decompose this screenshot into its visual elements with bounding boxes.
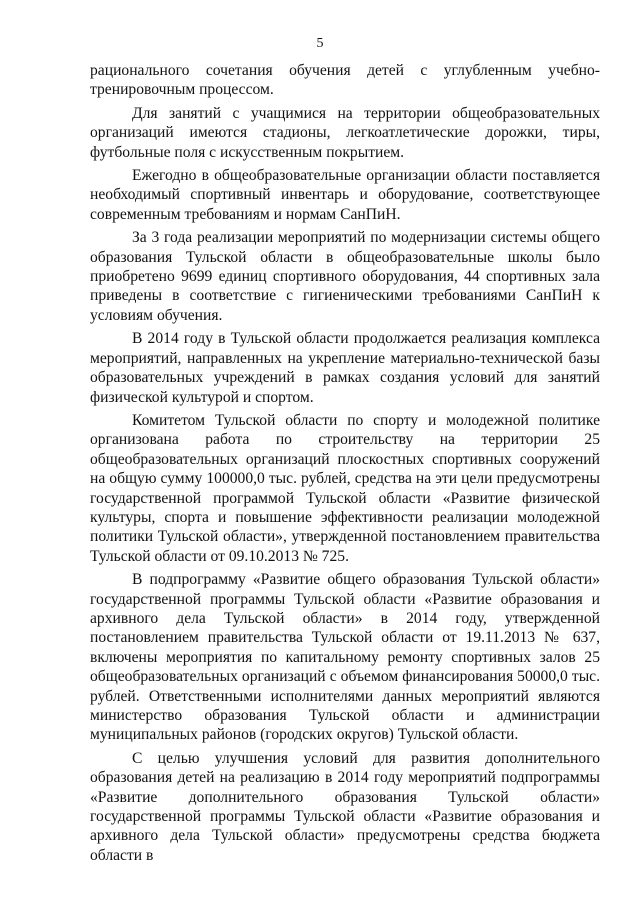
paragraph: Для занятий с учащимися на территории общеобразовательных организаций имеются стадионы, легкоатлетические дорожки, тиры, футбольные поля с искусственным покрытием. (90, 104, 600, 161)
document-body (90, 61, 600, 869)
paragraph: рационального сочетания обучения детей с углубленным учебно-тренировочным процессом. (90, 62, 600, 99)
paragraph: С целью улучшения условий для развития дополнительного образования детей на реализацию в 2014 году мероприятий подпрограммы «Развитие дополнительного образования Тульской области» государственной программы Тульской области «Развитие образования и архивного дела Тульской области» предусмотрены средства бюджета области в (90, 749, 600, 864)
paragraph: Ежегодно в общеобразовательные организации области поставляется необходимый спортивный инвентарь и оборудование, соответствующее современным требованиям и нормам СанПиН. (90, 167, 600, 223)
paragraph: В подпрограмму «Развитие общего образования Тульской области» государственной программы Тульской области «Развитие образования и архивного дела Тульской области» в 2014 году, утвержденной постановлением правительства Тульской области от 19.11.2013 № 637, включены мероприятия по капитальному ремонту спортивных залов 25 общеобразовательных организаций с объемом финансирования 50000,0 тыс. рублей. Ответственными исполнителями данных мероприятий являются министерство образования Тульской области и администрации муниципальных районов (городских округов) Тульской области. (90, 571, 600, 744)
paragraph: В 2014 году в Тульской области продолжается реализация комплекса мероприятий, направленных на укрепление материально-технической базы образовательных учреждений в рамках создания условий для занятий физической культурой и спортом. (90, 330, 600, 406)
paragraph: За 3 года реализации мероприятий по модернизации системы общего образования Тульской области в общеобразовательные школы было приобретено 9699 единиц спортивного оборудования, 44 спортивных зала приведены в соответствие с гигиеническими требованиями СанПиН к условиям обучения. (90, 229, 600, 324)
paragraph: Комитетом Тульской области по спорту и молодежной политике организована работа по строительству на территории 25 общеобразовательных организаций плоскостных спортивных сооружений на общую сумму 100000,0 тыс. рублей, средства на эти цели предусмотрены государственной программой Тульской области «Развитие физической культуры, спорта и повышение эффективности реализации молодежной политики Тульской области», утвержденной постановлением правительства Тульской области от 09.10.2013 № 725. (90, 411, 600, 565)
page-number: 5 (316, 36, 324, 51)
